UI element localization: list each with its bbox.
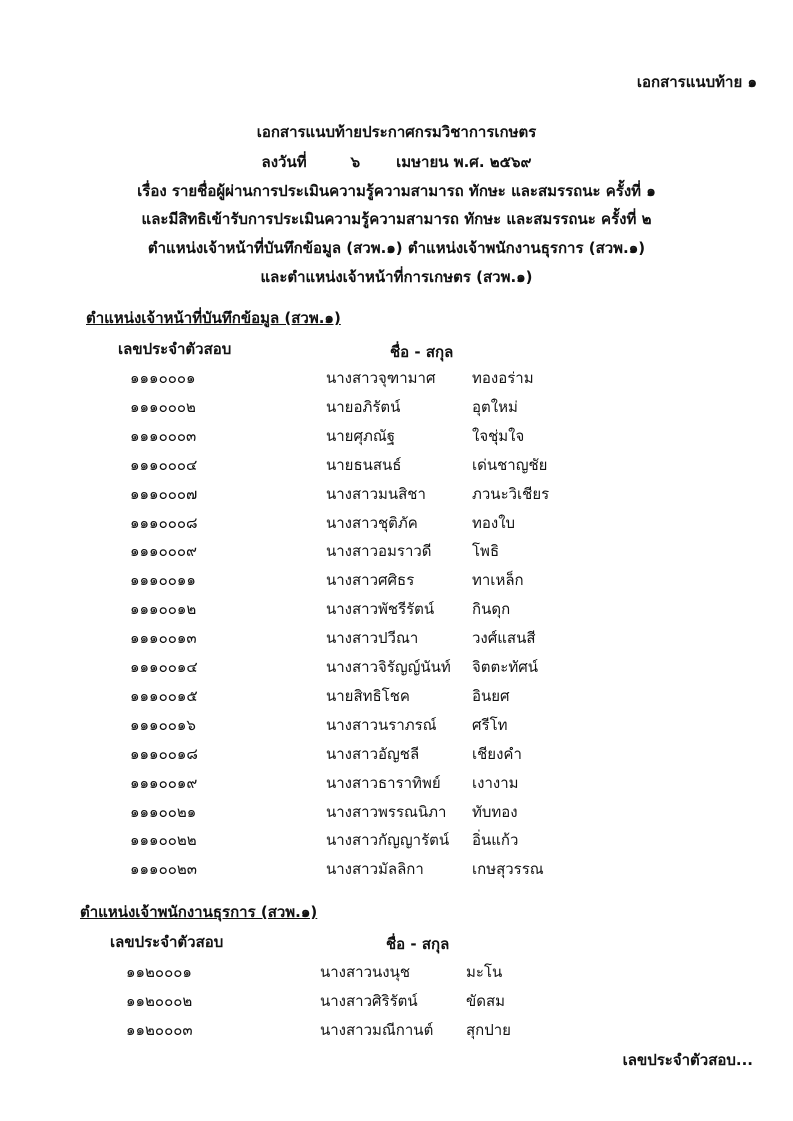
- surname-cell: เงางาม: [472, 773, 519, 792]
- column-header-name: ชื่อ - สกุล: [390, 343, 454, 361]
- header-line-5: ตำแหน่งเจ้าหน้าที่บันทึกข้อมูล (สวพ.๑) ตำแหน่งเจ้าพนักงานธุรการ (สวพ.๑): [147, 239, 646, 257]
- exam-id-cell: ๑๑๑๐๐๐๔: [130, 455, 198, 474]
- exam-id-cell: ๑๑๑๐๐๑๕: [130, 686, 198, 705]
- surname-cell: ศรีโท: [472, 715, 508, 734]
- exam-id-cell: ๑๑๒๐๐๐๓: [126, 1021, 193, 1039]
- name-cell: นางสาวมัลลิกา: [326, 860, 424, 879]
- exam-id-cell: ๑๑๑๐๐๒๒: [130, 831, 197, 850]
- exam-id-cell: ๑๑๑๐๐๐๗: [130, 484, 198, 503]
- table-row: [0, 684, 793, 708]
- table-row: [0, 568, 793, 592]
- table-row: [0, 800, 793, 824]
- table-row: [0, 828, 793, 852]
- surname-cell: สุกปาย: [466, 1021, 511, 1039]
- table-row: [0, 713, 793, 737]
- name-cell: นางสาวพรรณนิภา: [326, 802, 447, 821]
- surname-cell: อุตใหม่: [472, 397, 518, 416]
- surname-cell: ทับทอง: [472, 802, 518, 821]
- exam-id-cell: ๑๑๑๐๐๑๑: [130, 571, 196, 590]
- section-title-clerk: ตำแหน่งเจ้าพนักงานธุรการ (สวพ.๑): [80, 903, 318, 921]
- table-row: [0, 539, 793, 563]
- surname-cell: ภวนะวิเชียร: [472, 484, 550, 503]
- column-header-exam-id: เลขประจำตัวสอบ: [118, 340, 232, 358]
- table-row: [0, 989, 793, 1013]
- table-row: [0, 482, 793, 506]
- table-row: [0, 1018, 793, 1042]
- exam-id-cell: ๑๑๑๐๐๐๑: [130, 369, 196, 387]
- exam-id-cell: ๑๑๑๐๐๑๘: [130, 744, 198, 763]
- exam-id-cell: ๑๑๒๐๐๐๑: [126, 963, 192, 981]
- exam-id-cell: ๑๑๑๐๐๐๙: [130, 542, 198, 561]
- continue-label: เลขประจำตัวสอบ...: [622, 1051, 753, 1069]
- exam-id-cell: ๑๑๑๐๐๐๓: [130, 426, 197, 445]
- name-cell: นางสาวปวีณา: [326, 629, 419, 648]
- exam-id-cell: ๑๑๑๐๐๑๔: [130, 658, 198, 676]
- name-cell: นางสาวมนสิชา: [326, 484, 426, 503]
- header-line-1: เอกสารแนบท้ายประกาศกรมวิชาการเกษตร: [256, 123, 537, 141]
- surname-cell: ใจชุ่มใจ: [472, 426, 525, 445]
- table-row: [0, 960, 793, 984]
- name-cell: นางสาวธาราทิพย์: [326, 773, 441, 792]
- table-row: [0, 453, 793, 477]
- column-header-name: ชื่อ - สกุล: [386, 935, 450, 953]
- exam-id-cell: ๑๑๑๐๐๑๙: [130, 773, 198, 792]
- surname-cell: จิตตะทัศน์: [472, 658, 538, 676]
- surname-cell: ทองใบ: [472, 513, 516, 532]
- date-day: ๖: [350, 153, 361, 171]
- annex-label: เอกสารแนบท้าย ๑: [636, 73, 757, 91]
- exam-id-cell: ๑๑๑๐๐๑๒: [130, 600, 197, 619]
- name-cell: นางสาวอมราวดี: [326, 542, 432, 561]
- table-row: [0, 626, 793, 650]
- header-line-4: และมีสิทธิเข้ารับการประเมินความรู้ความสามารถ ทักษะ และสมรรถนะ ครั้งที่ ๒: [141, 210, 652, 228]
- name-cell: นางสาวอัญชลี: [326, 744, 420, 763]
- name-cell: นางสาวกัญญารัตน์: [326, 831, 450, 850]
- surname-cell: เชียงคำ: [472, 744, 522, 763]
- exam-id-cell: ๑๑๑๐๐๑๓: [130, 629, 197, 648]
- surname-cell: วงศ์แสนสี: [472, 629, 536, 648]
- surname-cell: ทองอร่าม: [472, 369, 534, 387]
- name-cell: นางสาวพัชรีรัตน์: [326, 600, 435, 619]
- surname-cell: มะโน: [466, 963, 503, 981]
- name-cell: นางสาวศศิธร: [326, 571, 415, 590]
- table-row: [0, 771, 793, 795]
- table-row: [0, 511, 793, 535]
- date-rest: เมษายน พ.ศ. ๒๕๖๙: [396, 153, 532, 171]
- header-line-6: และตำแหน่งเจ้าหน้าที่การเกษตร (สวพ.๑): [260, 268, 533, 286]
- surname-cell: ขัดสม: [466, 992, 506, 1010]
- date-prefix: ลงวันที่: [261, 153, 307, 171]
- table-row: [0, 366, 793, 390]
- table-row: [0, 857, 793, 881]
- surname-cell: เกษสุวรรณ: [472, 860, 544, 879]
- table-row: [0, 424, 793, 448]
- name-cell: นายศุภณัฐ: [326, 426, 396, 445]
- surname-cell: ทาเหล็ก: [472, 571, 524, 590]
- exam-id-cell: ๑๑๑๐๐๐๒: [130, 397, 196, 416]
- surname-cell: อิ่นแก้ว: [472, 831, 519, 850]
- name-cell: นางสาวจิรัญญ์นันท์: [326, 658, 451, 676]
- surname-cell: โพธิ: [472, 542, 500, 561]
- name-cell: นางสาวมณีกานต์: [320, 1021, 434, 1039]
- section-title-data-entry: ตำแหน่งเจ้าหน้าที่บันทึกข้อมูล (สวพ.๑): [86, 309, 341, 327]
- exam-id-cell: ๑๑๑๐๐๒๓: [130, 860, 198, 879]
- column-header-exam-id: เลขประจำตัวสอบ: [110, 933, 224, 951]
- exam-id-cell: ๑๑๑๐๐๑๖: [130, 715, 196, 734]
- name-cell: นางสาวศิริรัตน์: [320, 992, 418, 1010]
- name-cell: นางสาวนราภรณ์: [326, 715, 437, 734]
- table-row: [0, 597, 793, 621]
- name-cell: นางสาวนงนุช: [320, 963, 411, 981]
- surname-cell: เด่นชาญชัย: [472, 455, 548, 474]
- exam-id-cell: ๑๑๑๐๐๐๘: [130, 513, 198, 532]
- exam-id-cell: ๑๑๒๐๐๐๒: [126, 992, 193, 1010]
- surname-cell: อินยศ: [472, 686, 510, 705]
- name-cell: นางสาวจุฑามาศ: [326, 369, 436, 387]
- name-cell: นางสาวชุติภัค: [326, 513, 418, 532]
- name-cell: นายสิทธิโชค: [326, 686, 410, 705]
- exam-id-cell: ๑๑๑๐๐๒๑: [130, 802, 197, 821]
- table-row: [0, 655, 793, 679]
- header-line-3: เรื่อง รายชื่อผู้ผ่านการประเมินความรู้ความสามารถ ทักษะ และสมรรถนะ ครั้งที่ ๑: [137, 182, 656, 200]
- header-date-line: [0, 150, 793, 174]
- name-cell: นายอภิรัตน์: [326, 397, 401, 416]
- name-cell: นายธนสนธ์: [326, 455, 402, 474]
- table-row: [0, 742, 793, 766]
- table-row: [0, 395, 793, 419]
- surname-cell: กินดุก: [472, 600, 511, 619]
